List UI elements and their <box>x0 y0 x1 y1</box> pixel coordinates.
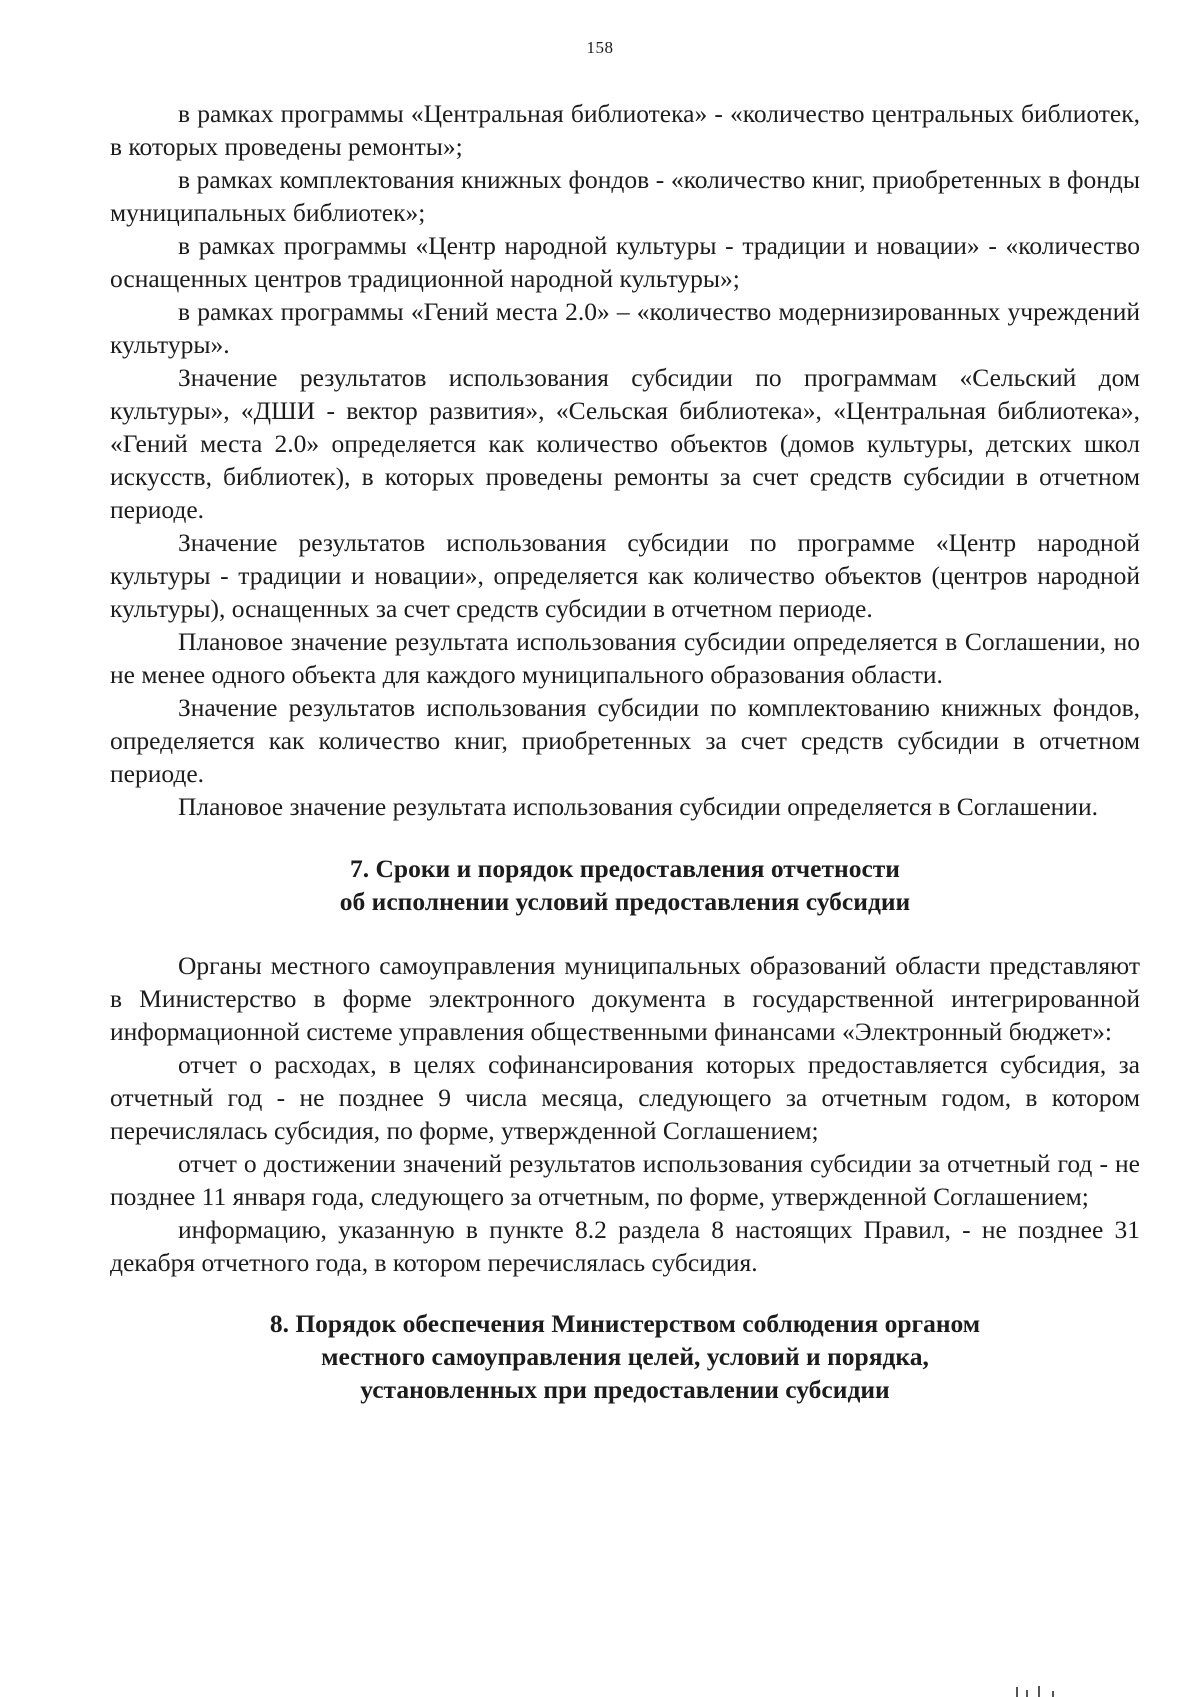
paragraph-expense-report: отчет о расходах, в целях софинансирования которых предоставляется субсидия, за отчетный год - не позднее 9 числа месяца, следующего за отчетным годом, в котором перечислялась субсидия, по форме, утвержденной Соглашением; <box>110 1050 1140 1145</box>
section-8-heading <box>110 1307 1140 1406</box>
section-8-heading-line-3: установленных при предоставлении субсидии <box>360 1375 890 1404</box>
section-8-heading-line-2: местного самоуправления целей, условий и порядка, <box>321 1342 929 1371</box>
section-7-heading-line-2: об исполнении условий предоставления субсидии <box>339 887 911 916</box>
paragraph-planned-value-agreement: Плановое значение результата использования субсидии определяется в Соглашении. <box>178 792 1098 821</box>
paragraph-genius-loci: в рамках программы «Гений места 2.0» – «количество модернизированных учреждений культуры». <box>110 297 1140 359</box>
section-8-heading-line-1: 8. Порядок обеспечения Министерством соблюдения органом <box>269 1309 981 1338</box>
paragraph-book-result-value: Значение результатов использования субсидии по комплектованию книжных фондов, определяется как количество книг, приобретенных за счет средств субсидии в отчетном периоде. <box>110 693 1140 788</box>
paragraph-results-report: отчет о достижении значений результатов использования субсидии за отчетный год - не позднее 11 января года, следующего за отчетным, по форме, утвержденной Соглашением; <box>110 1149 1140 1211</box>
section-7-heading <box>110 852 1140 918</box>
paragraph-book-funds: в рамках комплектования книжных фондов - «количество книг, приобретенных в фонды муниципальных библиотек»; <box>110 165 1140 227</box>
scan-edge-marks <box>1012 1685 1082 1697</box>
paragraph-equipment-result-value: Значение результатов использования субсидии по программе «Центр народной культуры - традиции и новации», определяется как количество объектов (центров народной культуры), оснащенных за счет средств субсидии в отчетном периоде. <box>110 528 1140 623</box>
paragraph-folk-culture-center: в рамках программы «Центр народной культуры - традиции и новации» - «количество оснащенных центров традиционной народной культуры»; <box>110 231 1140 293</box>
paragraph-repair-result-value: Значение результатов использования субсидии по программам «Сельский дом культуры», «ДШИ - вектор развития», «Сельская библиотека», «Центральная библиотека», «Гений места 2.0» определяется как количество объектов (домов культуры, детских школ искусств, библиотек), в которых проведены ремонты за счет средств субсидии в отчетном периоде. <box>110 363 1140 524</box>
page-body <box>110 97 1140 1406</box>
paragraph-planned-value-objects: Плановое значение результата использования субсидии определяется в Соглашении, но не менее одного объекта для каждого муниципального образования области. <box>110 627 1140 689</box>
paragraph-central-library: в рамках программы «Центральная библиотека» - «количество центральных библиотек, в которых проведены ремонты»; <box>110 99 1140 161</box>
paragraph-information-8-2: информацию, указанную в пункте 8.2 раздела 8 настоящих Правил, - не позднее 31 декабря отчетного года, в котором перечислялась субсидия. <box>110 1215 1140 1277</box>
paragraph-reporting-bodies: Органы местного самоуправления муниципальных образований области представляют в Министерство в форме электронного документа в государственной интегрированной информационной системе управления общественными финансами «Электронный бюджет»: <box>110 951 1140 1046</box>
page-number: 158 <box>586 38 614 57</box>
section-7-heading-line-1: 7. Сроки и порядок предоставления отчетности <box>350 854 900 883</box>
